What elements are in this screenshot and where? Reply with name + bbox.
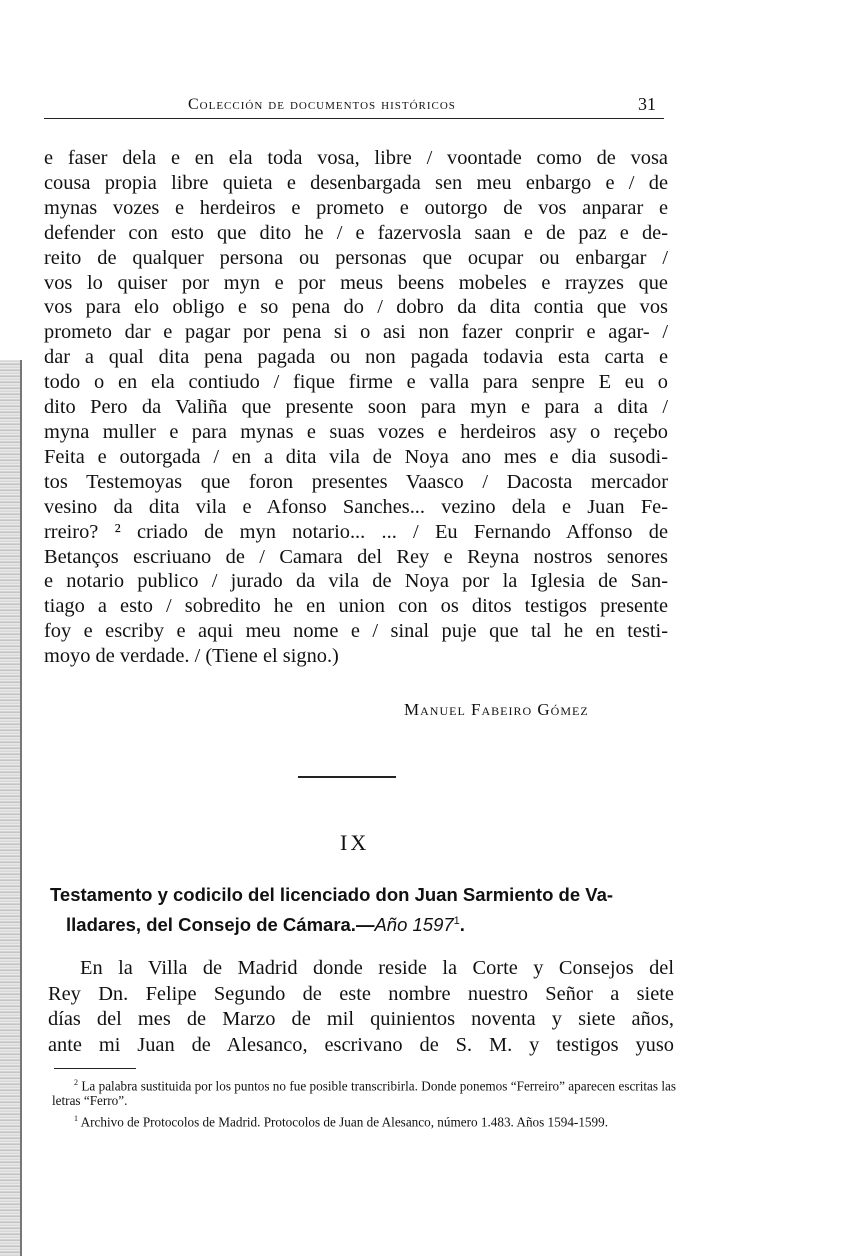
section-separator (298, 776, 396, 778)
footnotes (52, 1076, 676, 1134)
footnote-text: La palabra sustituida por los puntos no fue posible transcribirla. Donde ponemos “Ferreiro” aparecen escritas las letras “Ferro”. (52, 1078, 676, 1108)
page-number: 31 (638, 94, 656, 114)
section-heading-line2 (50, 908, 670, 938)
footnote-mark: 1 (74, 1114, 78, 1124)
paragraph-line: días del mes de Marzo de mil quinientos noventa y siete años, (48, 1008, 674, 1030)
body-line: dito Pero da Valiña que presente soon para myn e para a dita / (44, 396, 668, 419)
paragraph-line: En la Villa de Madrid donde reside la Corte y Consejos del (80, 957, 674, 979)
document-body (44, 146, 668, 669)
body-line: rreiro? ² criado de myn notario... ... / Eu Fernando Affonso de (44, 520, 668, 543)
body-line: e notario publico / jurado da vila de Noya por la Iglesia de San- (44, 570, 668, 593)
body-line: todo o en ela contiudo / fique firme e valla para senpre E eu o (44, 371, 668, 394)
footnote-mark: 1 (453, 915, 460, 927)
body-line: mynas vozes e herdeiros e prometo e outorgo de vos anparar e (44, 196, 668, 219)
paragraph-line: Rey Dn. Felipe Segundo de este nombre nuestro Señor a siete (48, 982, 674, 1005)
page-binding-line (20, 360, 22, 1256)
body-line: Betanços escriuano de / Camara del Rey e Reyna nostros senores (44, 545, 668, 568)
body-line: Feita e outorgada / en a dita vila de Noya ano mes e dia susodi- (44, 445, 668, 468)
running-header-title: Colección de documentos históricos (188, 96, 456, 113)
section-heading (50, 882, 670, 938)
paragraph-line: ante mi Juan de Alesanco, escrivano de S. M. y testigos yuso (48, 1033, 674, 1056)
body-line: defender con esto que dito he / e fazervosla saan e de paz e de- (44, 221, 668, 244)
body-line: e faser dela e en ela toda vosa, libre / voontade como de vosa (44, 147, 668, 169)
body-line: vos para elo obligo e so pena do / dobro da dita contia que vos (44, 296, 668, 319)
footnote (52, 1076, 676, 1108)
body-line: tos Testemoyas que foron presentes Vaasco / Dacosta mercador (44, 470, 668, 493)
body-line: reito de qualquer persona ou personas que ocupar ou enbargar / (44, 246, 668, 269)
body-line: cousa propia libre quieta e desenbargada sen meu enbargo e / de (44, 171, 668, 194)
section-heading-line1: Testamento y codicilo del licenciado don Juan Sarmiento de Va- (50, 884, 614, 905)
section-heading-text: lladares, del Consejo de Cámara.— (66, 914, 375, 936)
section-number: IX (340, 830, 370, 855)
section-heading-end: . (459, 914, 465, 936)
footnote-rule (54, 1068, 136, 1069)
body-line: vesino da dita vila e Afonso Sanches... vezino dela e Juan Fe- (44, 495, 668, 518)
footnote-mark: 2 (74, 1078, 78, 1087)
body-line: tiago a esto / sobredito he en union con os ditos testigos presente (44, 595, 668, 618)
footnote-text: Archivo de Protocolos de Madrid. Protocolos de Juan de Alesanco, número 1.483. Años 1594-1599. (80, 1114, 608, 1130)
footnote (52, 1112, 676, 1130)
running-header (44, 94, 664, 119)
body-line: prometo dar e pagar por pena si o asi non fazer conprir e agar- / (44, 321, 668, 344)
section-heading-year: Año 1597 (374, 914, 454, 936)
author-signature: Manuel Fabeiro Gómez (404, 700, 589, 719)
body-line: vos lo quiser por myn e por meus beens mobeles e rrayzes que (44, 271, 668, 294)
body-line: dar a qual dita pena pagada ou non pagada todavia esta carta e (44, 346, 668, 369)
opening-paragraph (48, 956, 674, 1058)
body-line: myna muller e para mynas e suas vozes e herdeiros asy o reçebo (44, 420, 668, 443)
page-binding-edge (0, 360, 22, 1256)
body-line-last: moyo de verdade. / (Tiene el signo.) (44, 645, 339, 668)
body-line: foy e escriby e aqui meu nome e / sinal puje que tal he en testi- (44, 620, 668, 643)
